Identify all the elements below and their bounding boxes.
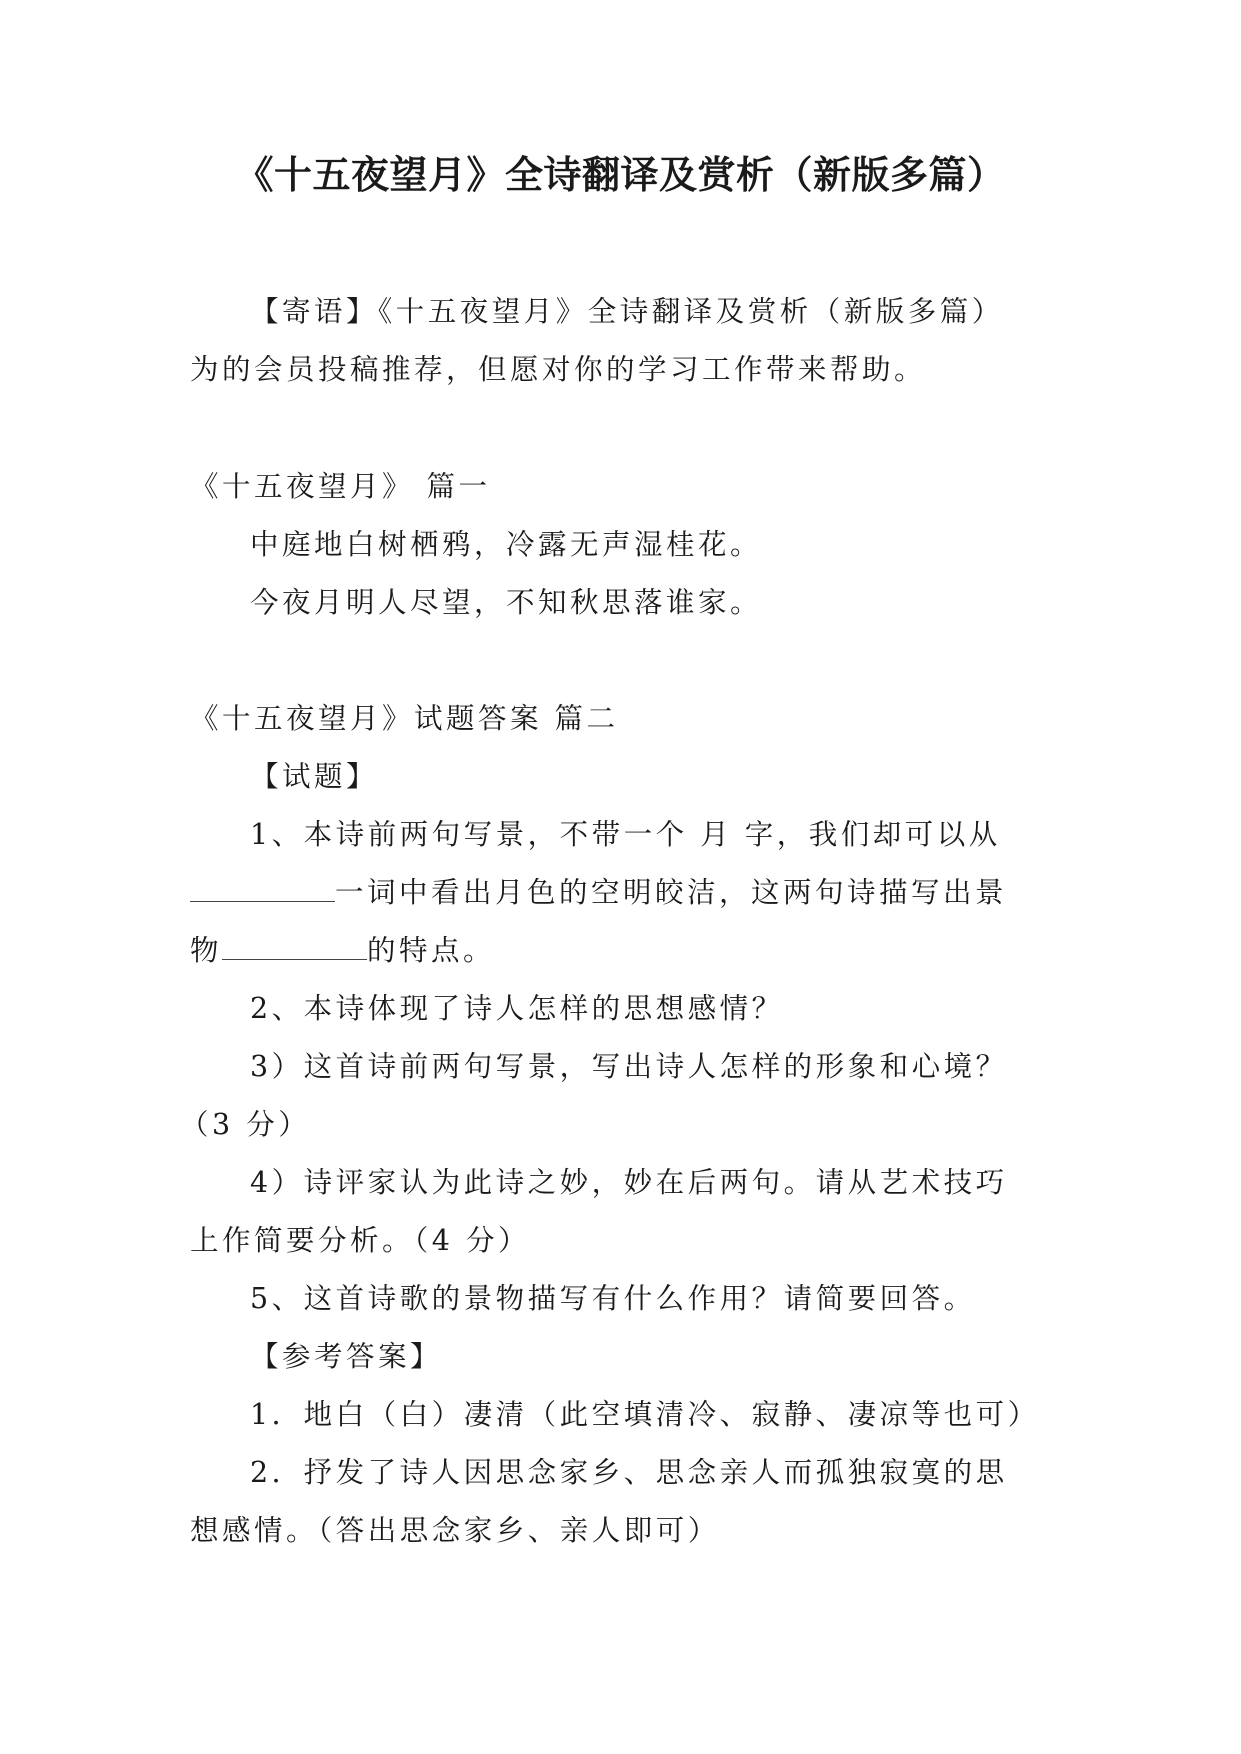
answer-1: 1．地白（白）凄清（此空填清冷、寂静、凄凉等也可） bbox=[250, 1398, 1040, 1431]
section2-heading: 《十五夜望月》试题答案 篇二 bbox=[190, 702, 619, 735]
question-3-line-1: 3）这首诗前两句写景，写出诗人怎样的形象和心境？ bbox=[250, 1050, 1008, 1083]
fill-in-blank bbox=[190, 877, 335, 902]
question-1-line-2-text: 一词中看出月色的空明皎洁，这两句诗描写出景 bbox=[335, 876, 1008, 909]
answer-2-line-1: 2．抒发了诗人因思念家乡、思念亲人而孤独寂寞的思 bbox=[250, 1456, 1008, 1489]
poem-line-2: 今夜月明人尽望，不知秋思落谁家。 bbox=[250, 586, 763, 619]
answer-2-line-2: 想感情。（答出思念家乡、亲人即可） bbox=[190, 1514, 720, 1547]
intro-line-2: 为的会员投稿推荐，但愿对你的学习工作带来帮助。 bbox=[190, 353, 927, 386]
question-1-line-3-prefix: 物 bbox=[190, 934, 223, 967]
question-5: 5、这首诗歌的景物描写有什么作用？请简要回答。 bbox=[250, 1282, 976, 1315]
question-1-line-3-text: 的特点。 bbox=[367, 934, 496, 967]
question-3-line-2: （3 分） bbox=[180, 1108, 311, 1141]
question-1-line-3 bbox=[190, 931, 495, 971]
question-4-line-2: 上作简要分析。（4 分） bbox=[190, 1224, 530, 1257]
answers-label: 【参考答案】 bbox=[250, 1340, 443, 1373]
question-2: 2、本诗体现了诗人怎样的思想感情？ bbox=[250, 992, 784, 1025]
fill-in-blank bbox=[222, 935, 367, 960]
question-1-line-2 bbox=[190, 873, 1007, 913]
intro-line-1: 【寄语】《十五夜望月》全诗翻译及赏析（新版多篇） bbox=[250, 295, 1004, 328]
poem-line-1: 中庭地白树栖鸦，冷露无声湿桂花。 bbox=[250, 528, 763, 561]
question-1-line-1: 1、本诗前两句写景，不带一个 月 字，我们却可以从 bbox=[250, 818, 1001, 851]
questions-label: 【试题】 bbox=[250, 760, 379, 793]
question-4-line-1: 4）诗评家认为此诗之妙，妙在后两句。请从艺术技巧 bbox=[250, 1166, 1008, 1199]
section1-heading: 《十五夜望月》 篇一 bbox=[190, 470, 491, 503]
document-title: 《十五夜望月》全诗翻译及赏析（新版多篇） bbox=[235, 153, 1006, 197]
